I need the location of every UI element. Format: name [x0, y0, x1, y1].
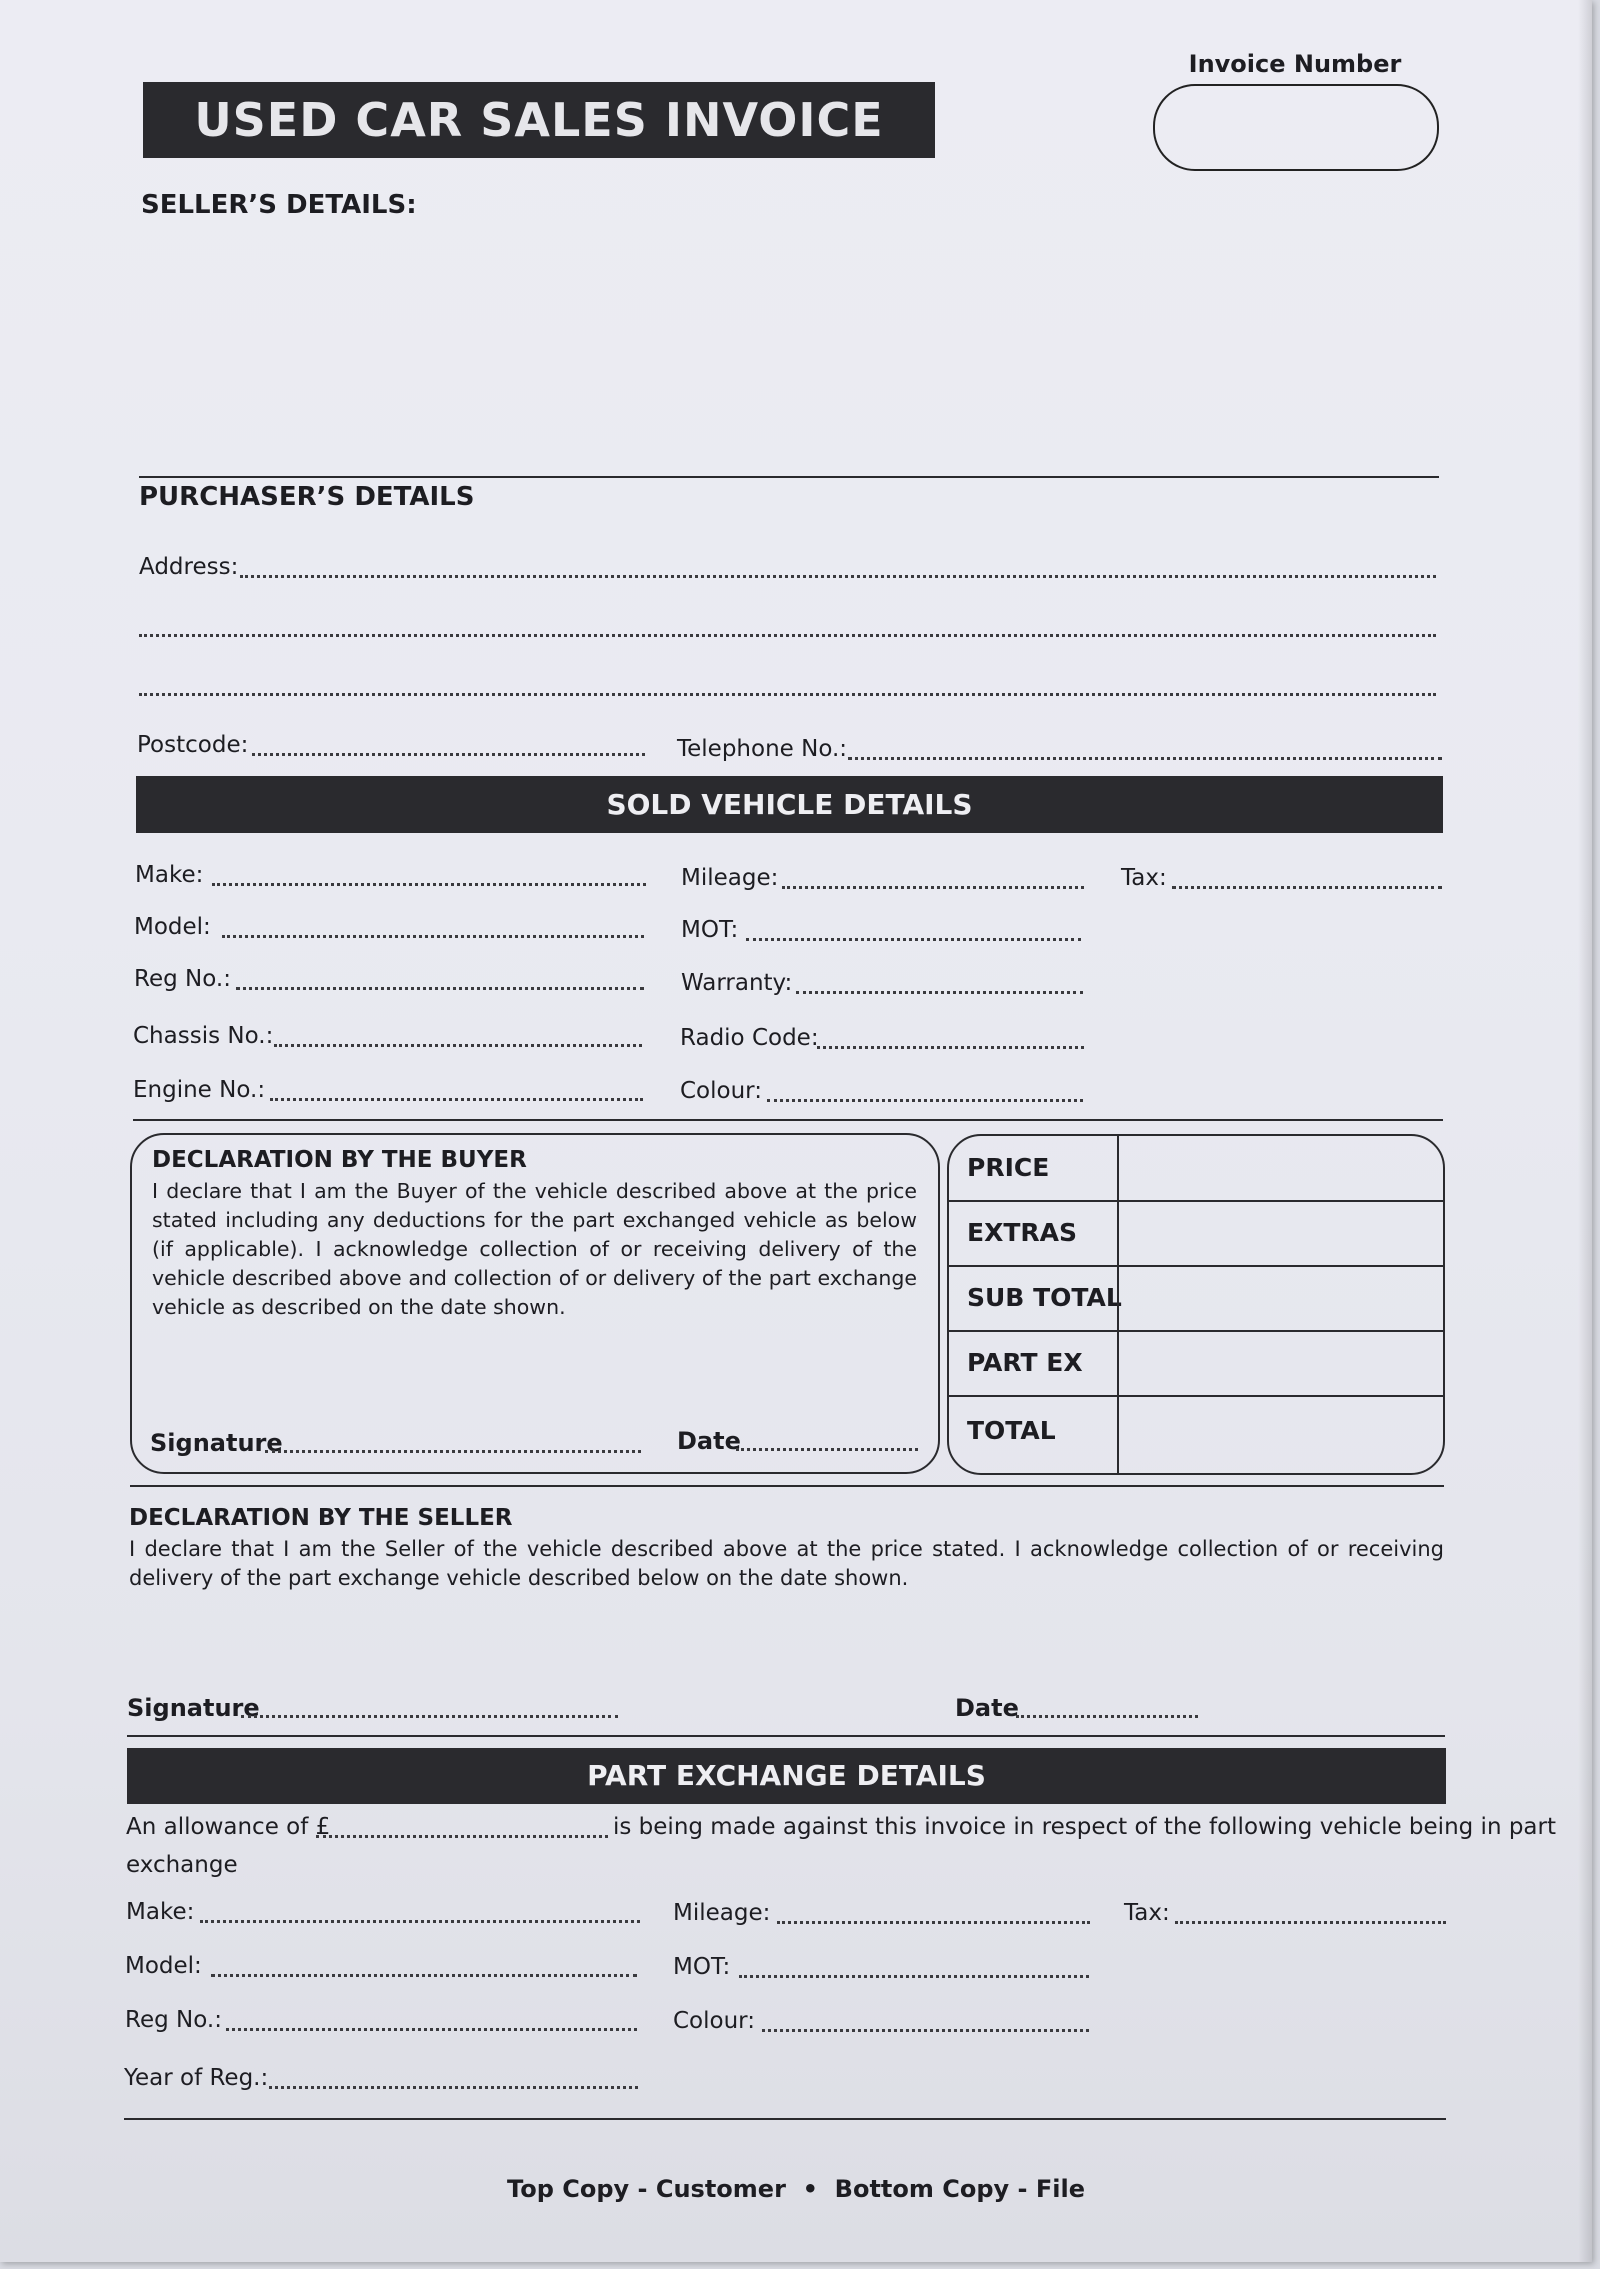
sold-vehicle-divider	[133, 1119, 1443, 1121]
sold-radio-code-label: Radio Code:	[680, 1025, 819, 1051]
buyer-date-field[interactable]	[736, 1448, 918, 1451]
purchaser-details-heading: PURCHASER’S DETAILS	[139, 482, 475, 512]
address-label: Address:	[139, 554, 239, 580]
buyer-declaration-text: I declare that I am the Buyer of the vehicle described above at the price stated including any deductions for the part exchanged vehicle as below (if applicable). I acknowledge collection of or receiving delivery of the vehicle described above and collection of or delivery of the part exchange vehicle as described on the date shown.	[152, 1179, 917, 1319]
telephone-field[interactable]	[848, 757, 1442, 760]
sold-make-field[interactable]	[212, 883, 646, 886]
px-make-field[interactable]	[200, 1920, 640, 1923]
px-year-label: Year of Reg.:	[124, 2065, 269, 2091]
part-exchange-divider	[124, 2118, 1446, 2120]
px-reg-label: Reg No.:	[125, 2007, 222, 2033]
price-table	[947, 1134, 1445, 1475]
part-exchange-heading: PART EXCHANGE DETAILS	[127, 1748, 1446, 1804]
postcode-label: Postcode:	[137, 732, 249, 758]
sold-tax-field[interactable]	[1172, 886, 1442, 889]
px-reg-field[interactable]	[226, 2028, 637, 2031]
px-make-label: Make:	[126, 1899, 195, 1925]
price-table-column-divider	[1117, 1136, 1119, 1473]
invoice-title: USED CAR SALES INVOICE	[143, 82, 935, 158]
px-colour-field[interactable]	[762, 2029, 1089, 2032]
price-row-price[interactable]	[949, 1136, 1443, 1202]
px-mot-field[interactable]	[739, 1975, 1089, 1978]
buyer-signature-label: Signature	[150, 1429, 283, 1457]
allowance-suffix: is being made against this invoice in respect of the following vehicle being in part	[613, 1814, 1556, 1840]
sold-colour-label: Colour:	[680, 1078, 762, 1104]
px-model-label: Model:	[125, 1953, 202, 1979]
price-label: PRICE	[967, 1153, 1050, 1182]
seller-signature-field[interactable]	[241, 1715, 618, 1718]
price-row-total[interactable]	[949, 1396, 1443, 1473]
address-line-1[interactable]	[240, 575, 1436, 578]
px-model-field[interactable]	[211, 1974, 637, 1977]
sold-mileage-label: Mileage:	[681, 865, 779, 891]
sold-mot-field[interactable]	[746, 938, 1081, 941]
copy-distribution-footer: Top Copy - Customer • Bottom Copy - File	[507, 2175, 1085, 2203]
sold-mileage-field[interactable]	[782, 886, 1084, 889]
invoice-number-label: Invoice Number	[1188, 50, 1402, 78]
allowance-amount-field[interactable]	[316, 1835, 608, 1838]
sheet-shadow-edge	[1578, 0, 1592, 2262]
extras-label: EXTRAS	[967, 1218, 1078, 1247]
allowance-wrap-text: exchange	[126, 1852, 238, 1878]
seller-date-field[interactable]	[1016, 1715, 1198, 1718]
seller-declaration-heading: DECLARATION BY THE SELLER	[129, 1505, 513, 1531]
px-mileage-label: Mileage:	[673, 1900, 771, 1926]
buyer-signature-field[interactable]	[265, 1450, 641, 1453]
price-row-extras[interactable]	[949, 1201, 1443, 1267]
sold-model-label: Model:	[134, 914, 211, 940]
seller-date-label: Date	[955, 1694, 1019, 1722]
sold-vehicle-heading: SOLD VEHICLE DETAILS	[136, 776, 1443, 833]
address-line-2[interactable]	[139, 634, 1436, 637]
sold-reg-field[interactable]	[236, 987, 644, 990]
px-year-field[interactable]	[269, 2086, 638, 2089]
px-colour-label: Colour:	[673, 2008, 755, 2034]
total-label: TOTAL	[967, 1416, 1056, 1445]
px-mot-label: MOT:	[673, 1954, 731, 1980]
telephone-label: Telephone No.:	[677, 736, 848, 762]
address-line-3[interactable]	[139, 693, 1436, 696]
sold-warranty-field[interactable]	[796, 991, 1083, 994]
buyer-date-label: Date	[677, 1427, 741, 1455]
sold-mot-label: MOT:	[681, 917, 739, 943]
seller-declaration-text: I declare that I am the Seller of the vehicle described above at the price stated. I acknowledge collection of or receiving delivery of the part exchange vehicle described below on the date shown.	[129, 1537, 1444, 1590]
sold-colour-field[interactable]	[767, 1099, 1083, 1102]
sold-tax-label: Tax:	[1121, 865, 1167, 891]
sold-radio-code-field[interactable]	[817, 1046, 1084, 1049]
seller-section-divider	[139, 476, 1439, 478]
seller-details-area[interactable]	[141, 230, 1439, 460]
seller-signature-label: Signature	[127, 1694, 260, 1722]
seller-details-heading: SELLER’S DETAILS:	[141, 190, 417, 220]
sold-engine-label: Engine No.:	[133, 1077, 266, 1103]
sold-make-label: Make:	[135, 862, 204, 888]
postcode-field[interactable]	[252, 753, 645, 756]
sold-chassis-label: Chassis No.:	[133, 1023, 274, 1049]
buyer-declaration-divider	[130, 1485, 1444, 1487]
px-tax-field[interactable]	[1175, 1921, 1446, 1924]
px-mileage-field[interactable]	[777, 1921, 1090, 1924]
sold-engine-field[interactable]	[270, 1098, 643, 1101]
invoice-number-field[interactable]	[1153, 84, 1439, 171]
buyer-declaration-heading: DECLARATION BY THE BUYER	[152, 1147, 527, 1173]
sold-warranty-label: Warranty:	[681, 970, 793, 996]
sold-chassis-field[interactable]	[274, 1044, 642, 1047]
price-row-sub-total[interactable]	[949, 1266, 1443, 1332]
part-ex-label: PART EX	[967, 1348, 1083, 1377]
sold-reg-label: Reg No.:	[134, 966, 231, 992]
sub-total-label: SUB TOTAL	[967, 1283, 1122, 1312]
seller-declaration-divider	[127, 1735, 1445, 1737]
price-row-part-ex[interactable]	[949, 1331, 1443, 1397]
sold-model-field[interactable]	[222, 935, 644, 938]
px-tax-label: Tax:	[1124, 1900, 1170, 1926]
allowance-prefix: An allowance of £	[126, 1814, 331, 1840]
